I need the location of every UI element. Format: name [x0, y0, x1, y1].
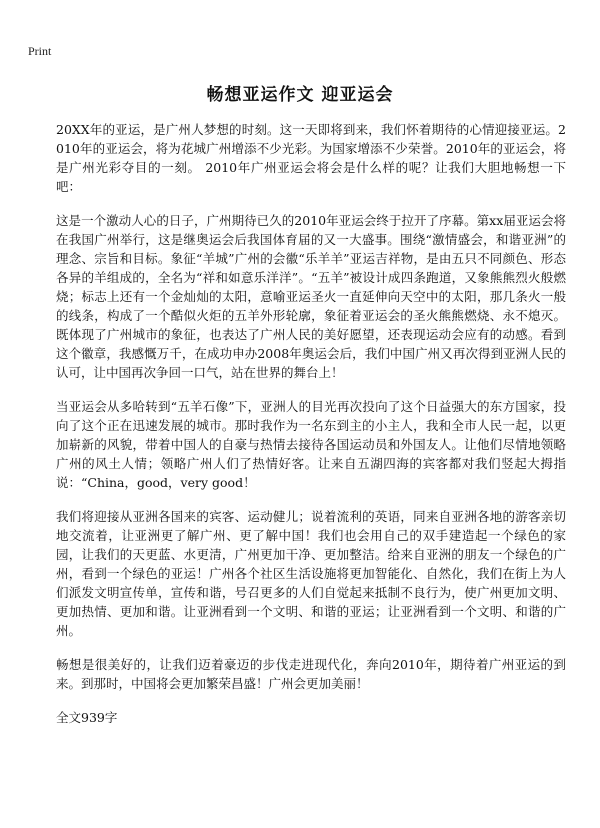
print-link[interactable]: Print	[28, 44, 52, 58]
article-paragraph: 这是一个激动人心的日子，广州期待已久的2010年亚运会终于拉开了序幕。第xx届亚运会将在我国广州举行，这是继奥运会后我国体育届的又一大盛事。围绕“激情盛会，和谐亚洲”的 理念、宗旨和目标。象征“羊城”广州的会徽“乐羊羊”亚运吉祥物，是由五只不同颜色、形态各异的羊组成的，全名为“祥和如意乐洋洋”。“五羊”被设计成四条跑道，又象熊熊烈火般燃烧；标志上还有一个金灿灿的太阳，意喻亚运圣火一直延伸向天空中的太阳，那几条火一般的线条，构成了一个酷似火炬的五羊外形轮廓，象征着亚运会的圣火熊熊燃烧、永不熄灭。既体现了广州城市的象征，也表达了广州人民的美好愿望，还表现运动会应有的动感。看到这个徽章，我感慨万千，在成功申办2008年奥运会后，我们中国广州又再次得到亚洲人民的认可，让中国再次争回一口气，站在世界的舞台上！	[56, 213, 566, 380]
article-body	[56, 120, 566, 727]
article-paragraph: 当亚运会从多哈转到“五羊石像”下，亚洲人的目光再次投向了这个日益强大的东方国家，投向了这个正在迅速发展的城市。那时我作为一名东到主的小主人，我和全市人民一起，以更加崭新的风貌，带着中国人的自豪与热情去接待各国运动员和外国友人。让他们尽情地领略广州的风土人情；领略广州人们了热情好客。让来自五湖四海的宾客都对我们竖起大拇指说：“China，good，very good！	[56, 399, 566, 490]
article-paragraph: 畅想是很美好的，让我们迈着豪迈的步伐走进现代化，奔向2010年，期待着广州亚运的到来。到那时，中国将会更加繁荣昌盛！广州会更加美丽！	[56, 657, 566, 691]
word-count: 全文939字	[56, 710, 118, 725]
article-title: 畅想亚运作文 迎亚运会	[206, 85, 394, 105]
article-paragraph: 20XX年的亚运，是广州人梦想的时刻。这一天即将到来，我们怀着期待的心情迎接亚运。2010年的亚运会，将为花城广州增添不少光彩。为国家增添不少荣誉。2010年的亚运会，将是广州光彩夺目的一刻。 2010年广州亚运会将会是什么样的呢？让我们大胆地畅想一下吧：	[56, 122, 566, 194]
article-paragraph: 我们将迎接从亚洲各国来的宾客、运动健儿；说着流利的英语，同来自亚洲各地的游客亲切地交流着，让亚洲更了解广州、更了解中国！我们也会用自己的双手建造起一个绿色的家园，让我们的天更蓝、水更清，广州更加干净、更加整洁。给来自亚洲的朋友一个绿色的广州，看到一个绿色的亚运！广州各个社区生活设施将更加智能化、自然化，我们在街上为人们派发文明宣传单，宣传和谐，号召更多的人们自觉起来抵制不良行为，使广州更加文明、更加热情、更加和谐。让亚洲看到一个文明、和谐的亚运；让亚洲看到一个文明、和谐的广州。	[56, 509, 566, 638]
